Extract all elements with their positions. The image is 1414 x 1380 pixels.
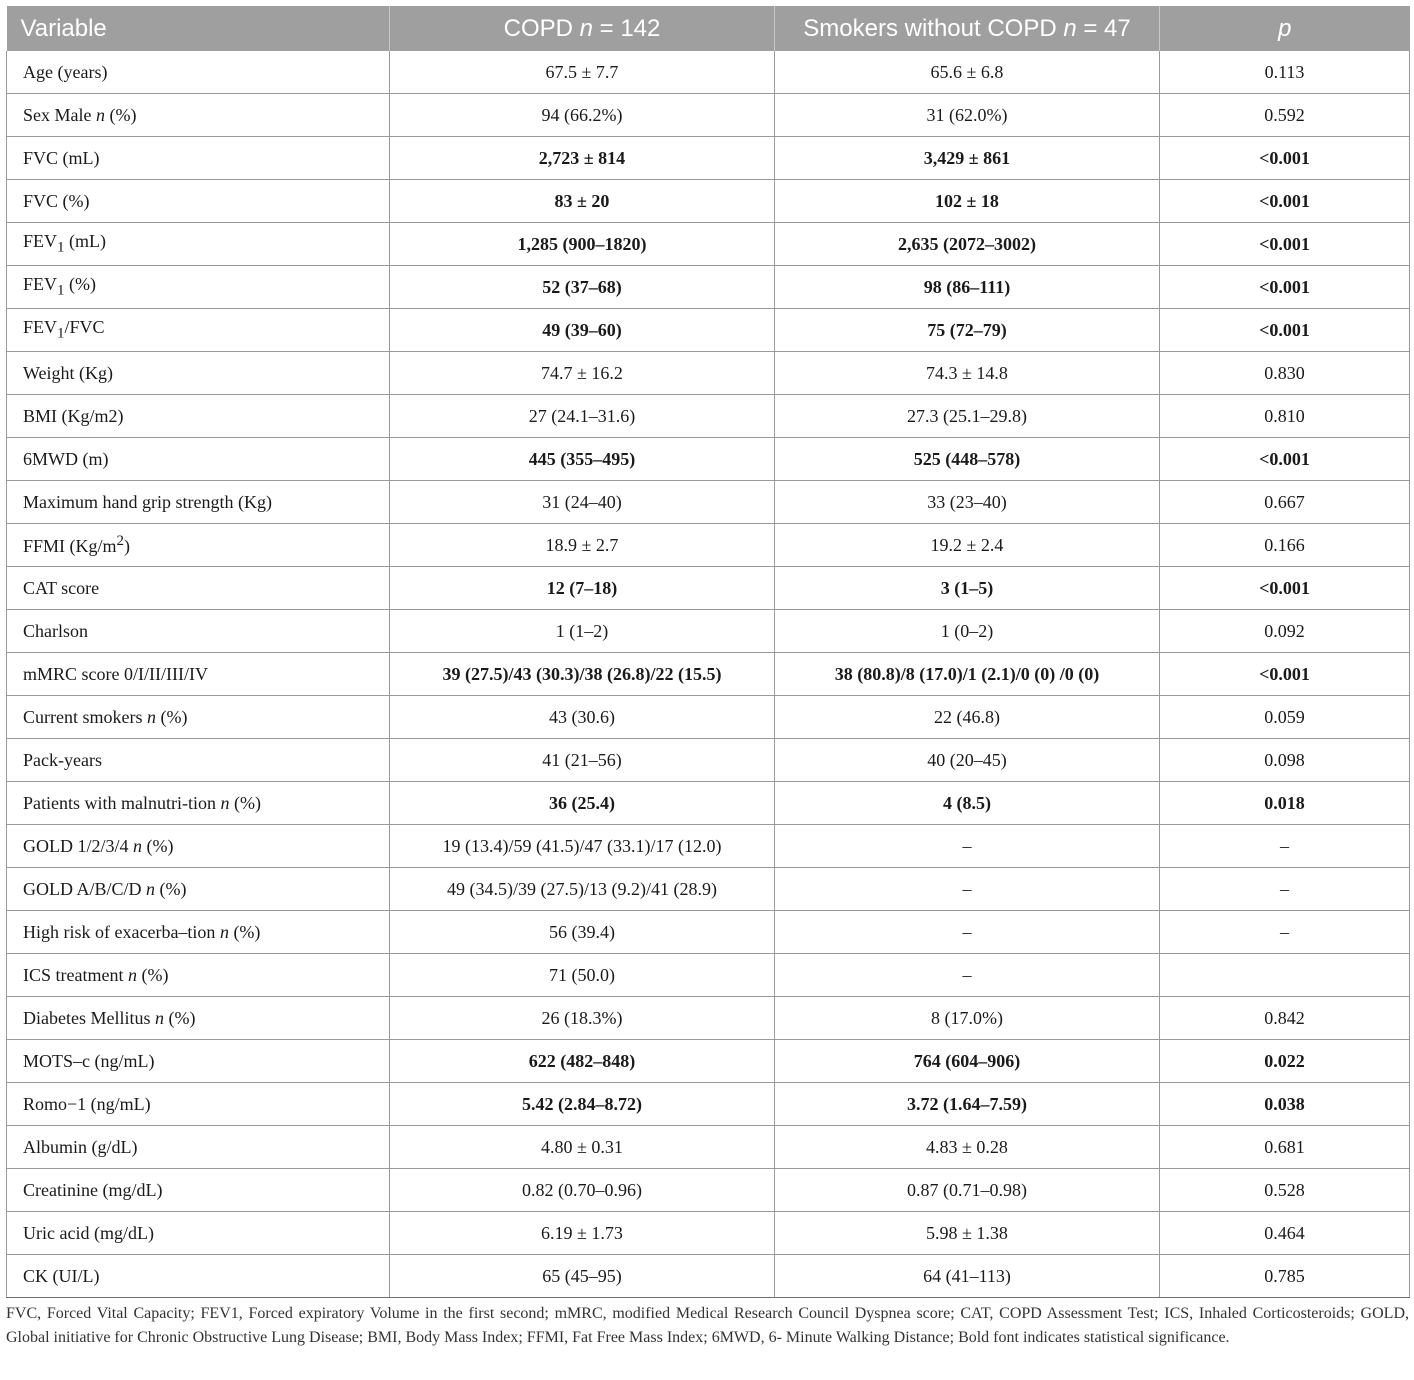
variable-label-pre: Albumin (g/dL) xyxy=(23,1136,138,1157)
copd-value-cell: 49 (39–60) xyxy=(390,309,775,352)
p-value-cell: – xyxy=(1160,868,1410,911)
variable-label-sub: 1 xyxy=(57,325,65,342)
variable-cell xyxy=(7,1040,390,1083)
smokers-value-cell: 40 (20–45) xyxy=(775,739,1160,782)
header-smokers-count: = 47 xyxy=(1076,14,1131,42)
variable-label-pre: BMI (Kg/m2) xyxy=(23,405,124,426)
copd-value-cell: 43 (30.6) xyxy=(390,696,775,739)
variable-cell xyxy=(7,868,390,911)
copd-value-cell: 71 (50.0) xyxy=(390,954,775,997)
variable-label-post: (%) xyxy=(142,835,174,856)
p-value-cell: 0.681 xyxy=(1160,1126,1410,1169)
variable-cell xyxy=(7,567,390,610)
copd-value-cell: 1 (1–2) xyxy=(390,610,775,653)
variable-label-pre: ICS treatment xyxy=(23,964,128,985)
variable-cell xyxy=(7,94,390,137)
table-row xyxy=(7,911,1410,954)
copd-value-cell: 19 (13.4)/59 (41.5)/47 (33.1)/17 (12.0) xyxy=(390,825,775,868)
copd-value-cell: 6.19 ± 1.73 xyxy=(390,1212,775,1255)
variable-label-post: (%) xyxy=(64,274,96,295)
smokers-value-cell: 64 (41–113) xyxy=(775,1255,1160,1298)
table-row xyxy=(7,524,1410,567)
table-row xyxy=(7,739,1410,782)
table-row xyxy=(7,1212,1410,1255)
variable-label-post: (%) xyxy=(136,964,169,985)
variable-cell xyxy=(7,352,390,395)
table-row xyxy=(7,653,1410,696)
header-smokers-n: n xyxy=(1063,14,1077,42)
smokers-value-cell: – xyxy=(775,825,1160,868)
p-value-cell: <0.001 xyxy=(1160,223,1410,266)
smokers-value-cell: 74.3 ± 14.8 xyxy=(775,352,1160,395)
variable-label-pre: GOLD 1/2/3/4 xyxy=(23,835,133,856)
table-row xyxy=(7,1255,1410,1298)
variable-label-it: n xyxy=(146,878,156,899)
copd-value-cell: 12 (7–18) xyxy=(390,567,775,610)
copd-value-cell: 622 (482–848) xyxy=(390,1040,775,1083)
copd-value-cell: 39 (27.5)/43 (30.3)/38 (26.8)/22 (15.5) xyxy=(390,653,775,696)
smokers-value-cell: 525 (448–578) xyxy=(775,438,1160,481)
table-row xyxy=(7,180,1410,223)
header-smokers-label: Smokers without COPD xyxy=(803,14,1064,42)
smokers-value-cell: 27.3 (25.1–29.8) xyxy=(775,395,1160,438)
smokers-value-cell: 4.83 ± 0.28 xyxy=(775,1126,1160,1169)
variable-cell xyxy=(7,481,390,524)
copd-value-cell: 0.82 (0.70–0.96) xyxy=(390,1169,775,1212)
copd-value-cell: 31 (24–40) xyxy=(390,481,775,524)
variable-cell xyxy=(7,309,390,352)
variable-cell xyxy=(7,223,390,266)
copd-value-cell: 445 (355–495) xyxy=(390,438,775,481)
variable-label-pre: FVC (mL) xyxy=(23,147,100,168)
table-row xyxy=(7,782,1410,825)
variable-cell xyxy=(7,438,390,481)
p-value-cell: 0.022 xyxy=(1160,1040,1410,1083)
copd-value-cell: 4.80 ± 0.31 xyxy=(390,1126,775,1169)
p-value-cell: 0.113 xyxy=(1160,51,1410,94)
table-row xyxy=(7,352,1410,395)
table-row xyxy=(7,481,1410,524)
copd-value-cell: 52 (37–68) xyxy=(390,266,775,309)
variable-label-pre: High risk of exacerba–tion xyxy=(23,921,220,942)
table-row xyxy=(7,309,1410,352)
p-value-cell: 0.667 xyxy=(1160,481,1410,524)
variable-label-post: (%) xyxy=(228,921,261,942)
smokers-value-cell: 1 (0–2) xyxy=(775,610,1160,653)
table-row xyxy=(7,954,1410,997)
header-copd xyxy=(390,6,775,51)
variable-cell xyxy=(7,610,390,653)
table-row xyxy=(7,137,1410,180)
variable-label-post: (%) xyxy=(155,706,188,727)
table-row xyxy=(7,1083,1410,1126)
variable-label-sub: 1 xyxy=(57,282,65,299)
copd-value-cell: 56 (39.4) xyxy=(390,911,775,954)
variable-label-pre: Age (years) xyxy=(23,61,108,82)
variable-label-pre: Charlson xyxy=(23,620,88,641)
p-value-cell: 0.038 xyxy=(1160,1083,1410,1126)
variable-label-pre: FEV xyxy=(23,317,58,338)
variable-label-sub: 1 xyxy=(57,239,65,256)
variable-label-pre: CAT score xyxy=(23,577,100,598)
table-row xyxy=(7,1169,1410,1212)
smokers-value-cell: 5.98 ± 1.38 xyxy=(775,1212,1160,1255)
p-value-cell: 0.092 xyxy=(1160,610,1410,653)
smokers-value-cell: 98 (86–111) xyxy=(775,266,1160,309)
variable-cell xyxy=(7,524,390,567)
copd-value-cell: 49 (34.5)/39 (27.5)/13 (9.2)/41 (28.9) xyxy=(390,868,775,911)
variable-label-post: (mL) xyxy=(64,231,106,252)
variable-label-it: n xyxy=(95,104,105,125)
variable-label-it: n xyxy=(127,964,137,985)
table-body xyxy=(7,51,1410,1298)
variable-label-post: (%) xyxy=(163,1007,196,1028)
smokers-value-cell: – xyxy=(775,954,1160,997)
copd-value-cell: 1,285 (900–1820) xyxy=(390,223,775,266)
smokers-value-cell: – xyxy=(775,911,1160,954)
smokers-value-cell: – xyxy=(775,868,1160,911)
variable-cell xyxy=(7,395,390,438)
header-copd-label: COPD xyxy=(503,14,580,42)
variable-label-pre: MOTS–c (ng/mL) xyxy=(23,1050,155,1071)
copd-value-cell: 26 (18.3%) xyxy=(390,997,775,1040)
variable-cell xyxy=(7,1126,390,1169)
table-row xyxy=(7,997,1410,1040)
data-table xyxy=(6,6,1410,1298)
table-row xyxy=(7,1040,1410,1083)
variable-cell xyxy=(7,653,390,696)
variable-label-pre: Romo−1 (ng/mL) xyxy=(23,1093,151,1114)
smokers-value-cell: 2,635 (2072–3002) xyxy=(775,223,1160,266)
smokers-value-cell: 3 (1–5) xyxy=(775,567,1160,610)
copd-value-cell: 18.9 ± 2.7 xyxy=(390,524,775,567)
smokers-value-cell: 3.72 (1.64–7.59) xyxy=(775,1083,1160,1126)
smokers-value-cell: 75 (72–79) xyxy=(775,309,1160,352)
copd-value-cell: 2,723 ± 814 xyxy=(390,137,775,180)
copd-value-cell: 65 (45–95) xyxy=(390,1255,775,1298)
p-value-cell: 0.098 xyxy=(1160,739,1410,782)
copd-value-cell: 83 ± 20 xyxy=(390,180,775,223)
table-row xyxy=(7,438,1410,481)
copd-value-cell: 5.42 (2.84–8.72) xyxy=(390,1083,775,1126)
variable-label-it: n xyxy=(133,835,142,856)
p-value-cell: <0.001 xyxy=(1160,137,1410,180)
table-header xyxy=(7,6,1410,51)
header-smokers xyxy=(775,6,1160,51)
variable-label-it: n xyxy=(146,706,156,727)
table-row xyxy=(7,696,1410,739)
table-footnote: FVC, Forced Vital Capacity; FEV1, Forced expiratory Volume in the first second; mMRC, modified Medical Research Council Dyspnea score; CAT, COPD Assessment Test; ICS, Inhaled Corticosteroids; GOLD, Global initiative for Chronic Obstructive Lung Disease; BMI, Body Mass Index; FFMI, Fat Free Mass Index; 6MWD, 6- Minute Walking Distance; Bold font indicates statistical significance. xyxy=(6,1305,1409,1346)
p-value-cell: <0.001 xyxy=(1160,309,1410,352)
p-value-cell: <0.001 xyxy=(1160,438,1410,481)
copd-value-cell: 41 (21–56) xyxy=(390,739,775,782)
variable-label-post: (%) xyxy=(229,792,261,813)
variable-cell xyxy=(7,739,390,782)
variable-cell xyxy=(7,266,390,309)
variable-cell xyxy=(7,1212,390,1255)
variable-cell xyxy=(7,1083,390,1126)
variable-label-post: /FVC xyxy=(64,317,105,338)
table-row xyxy=(7,223,1410,266)
p-value-cell: 0.810 xyxy=(1160,395,1410,438)
table-row xyxy=(7,266,1410,309)
table-row xyxy=(7,395,1410,438)
variable-label-pre: FEV xyxy=(23,231,58,252)
p-value-cell: <0.001 xyxy=(1160,180,1410,223)
smokers-value-cell: 22 (46.8) xyxy=(775,696,1160,739)
p-value-cell: 0.528 xyxy=(1160,1169,1410,1212)
variable-label-pre: Sex Male xyxy=(23,104,96,125)
copd-value-cell: 27 (24.1–31.6) xyxy=(390,395,775,438)
variable-cell xyxy=(7,1169,390,1212)
p-value-cell: 0.166 xyxy=(1160,524,1410,567)
table-row xyxy=(7,567,1410,610)
smokers-value-cell: 33 (23–40) xyxy=(775,481,1160,524)
variable-cell xyxy=(7,782,390,825)
copd-value-cell: 94 (66.2%) xyxy=(390,94,775,137)
variable-cell xyxy=(7,180,390,223)
variable-label-pre: Current smokers xyxy=(23,706,147,727)
smokers-value-cell: 4 (8.5) xyxy=(775,782,1160,825)
variable-label-pre: Patients with malnutri-tion xyxy=(23,792,221,813)
variable-label-post: (%) xyxy=(155,878,187,899)
variable-label-pre: mMRC score 0/I/II/III/IV xyxy=(23,663,208,684)
p-value-cell: 0.785 xyxy=(1160,1255,1410,1298)
header-copd-n: n xyxy=(579,14,593,42)
p-value-cell: <0.001 xyxy=(1160,266,1410,309)
p-value-cell: <0.001 xyxy=(1160,653,1410,696)
table-row xyxy=(7,1126,1410,1169)
variable-label-pre: 6MWD (m) xyxy=(23,448,109,469)
variable-label-pre: GOLD A/B/C/D xyxy=(23,878,147,899)
variable-cell xyxy=(7,911,390,954)
variable-label-it: n xyxy=(219,921,229,942)
variable-cell xyxy=(7,137,390,180)
variable-cell xyxy=(7,1255,390,1298)
table-row xyxy=(7,825,1410,868)
p-value-cell: <0.001 xyxy=(1160,567,1410,610)
copd-value-cell: 67.5 ± 7.7 xyxy=(390,51,775,94)
smokers-value-cell: 38 (80.8)/8 (17.0)/1 (2.1)/0 (0) /0 (0) xyxy=(775,653,1160,696)
variable-label-it: n xyxy=(154,1007,164,1028)
smokers-value-cell: 31 (62.0%) xyxy=(775,94,1160,137)
variable-label-pre: Diabetes Mellitus xyxy=(23,1007,155,1028)
variable-cell xyxy=(7,997,390,1040)
variable-cell xyxy=(7,825,390,868)
table-row xyxy=(7,94,1410,137)
variable-label-pre: FEV xyxy=(23,274,58,295)
smokers-value-cell: 0.87 (0.71–0.98) xyxy=(775,1169,1160,1212)
p-value-cell: 0.464 xyxy=(1160,1212,1410,1255)
p-value-cell: 0.059 xyxy=(1160,696,1410,739)
variable-label-pre: Pack-years xyxy=(23,749,102,770)
p-value-cell: – xyxy=(1160,825,1410,868)
variable-label-pre: CK (UI/L) xyxy=(23,1265,100,1286)
header-variable: Variable xyxy=(7,6,390,51)
variable-label-pre: FVC (%) xyxy=(23,190,90,211)
smokers-value-cell: 8 (17.0%) xyxy=(775,997,1160,1040)
smokers-value-cell: 102 ± 18 xyxy=(775,180,1160,223)
p-value-cell: 0.018 xyxy=(1160,782,1410,825)
copd-value-cell: 36 (25.4) xyxy=(390,782,775,825)
variable-label-it: n xyxy=(220,792,230,813)
variable-label-post: ) xyxy=(124,536,131,556)
variable-label-pre: Weight (Kg) xyxy=(23,362,114,383)
variable-cell xyxy=(7,954,390,997)
variable-label-pre: Uric acid (mg/dL) xyxy=(23,1222,154,1243)
smokers-value-cell: 19.2 ± 2.4 xyxy=(775,524,1160,567)
table-row xyxy=(7,51,1410,94)
variable-cell xyxy=(7,51,390,94)
p-value-cell: 0.830 xyxy=(1160,352,1410,395)
p-value-cell: 0.592 xyxy=(1160,94,1410,137)
variable-label-post: (%) xyxy=(104,104,137,125)
copd-value-cell: 74.7 ± 16.2 xyxy=(390,352,775,395)
table-row xyxy=(7,868,1410,911)
variable-cell xyxy=(7,696,390,739)
smokers-value-cell: 65.6 ± 6.8 xyxy=(775,51,1160,94)
variable-label-pre: Creatinine (mg/dL) xyxy=(23,1179,163,1200)
smokers-value-cell: 764 (604–906) xyxy=(775,1040,1160,1083)
table-row xyxy=(7,610,1410,653)
header-p-value: p xyxy=(1160,6,1410,51)
variable-label-pre: FFMI (Kg/m xyxy=(23,536,117,556)
variable-label-sup: 2 xyxy=(116,533,125,549)
p-value-cell xyxy=(1160,954,1410,997)
smokers-value-cell: 3,429 ± 861 xyxy=(775,137,1160,180)
variable-label-pre: Maximum hand grip strength (Kg) xyxy=(23,491,272,512)
header-copd-count: = 142 xyxy=(592,14,661,42)
p-value-cell: 0.842 xyxy=(1160,997,1410,1040)
p-value-cell: – xyxy=(1160,911,1410,954)
